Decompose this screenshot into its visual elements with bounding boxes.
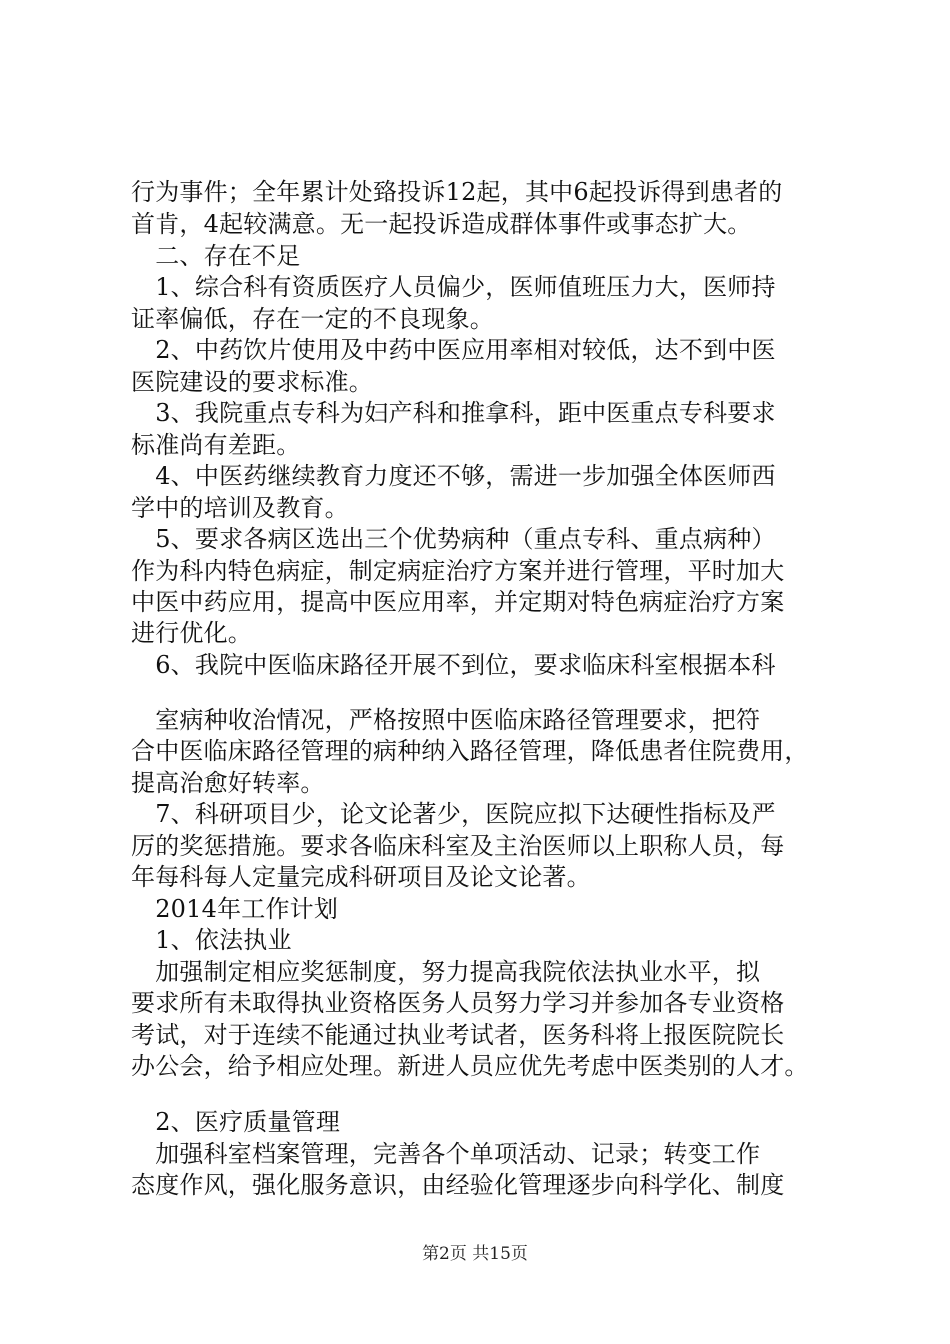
text-line: 合中医临床路径管理的病种纳入路径管理，降低患者住院费用， xyxy=(131,737,809,765)
text-line: 3、我院重点专科为妇产科和推拿科，距中医重点专科要求 xyxy=(131,399,776,427)
text-line: 作为科内特色病症，制定病症治疗方案并进行管理，平时加大 xyxy=(131,557,785,585)
text-line: 首肯，4起较满意。无一起投诉造成群体事件或事态扩大。 xyxy=(131,210,752,238)
text-line: 办公会，给予相应处理。新进人员应优先考虑中医类别的人才。 xyxy=(131,1052,809,1080)
text-line: 年每科每人定量完成科研项目及论文论著。 xyxy=(131,863,591,891)
text-line: 1、综合科有资质医疗人员偏少，医师值班压力大，医师持 xyxy=(131,273,776,301)
section-heading: 2014年工作计划 xyxy=(131,895,339,923)
text-line: 7、科研项目少，论文论著少，医院应拟下达硬性指标及严 xyxy=(131,800,776,828)
text-line: 加强科室档案管理，完善各个单项活动、记录；转变工作 xyxy=(131,1140,761,1168)
section-heading: 2、医疗质量管理 xyxy=(131,1108,341,1136)
text-line: 医院建设的要求标准。 xyxy=(131,368,373,396)
text-line: 要求所有未取得执业资格医务人员努力学习并参加各专业资格 xyxy=(131,989,785,1017)
text-line: 厉的奖惩措施。要求各临床科室及主治医师以上职称人员，每 xyxy=(131,832,785,860)
text-line: 中医中药应用，提高中医应用率，并定期对特色病症治疗方案 xyxy=(131,588,785,616)
text-line: 证率偏低，存在一定的不良现象。 xyxy=(131,305,494,333)
text-line: 6、我院中医临床路径开展不到位，要求临床科室根据本科 xyxy=(131,651,776,679)
text-line: 态度作风，强化服务意识，由经验化管理逐步向科学化、制度 xyxy=(131,1171,785,1199)
text-line: 2、中药饮片使用及中药中医应用率相对较低，达不到中医 xyxy=(131,336,776,364)
text-line: 5、要求各病区选出三个优势病种（重点专科、重点病种） xyxy=(131,525,776,553)
text-line: 学中的培训及教育。 xyxy=(131,494,349,522)
page-number-footer: 第2页 共15页 xyxy=(422,1244,528,1264)
text-line: 考试，对于连续不能通过执业考试者，医务科将上报医院院长 xyxy=(131,1021,785,1049)
section-heading: 1、依法执业 xyxy=(131,926,292,954)
text-line: 4、中医药继续教育力度还不够，需进一步加强全体医师西 xyxy=(131,462,776,490)
text-line: 加强制定相应奖惩制度，努力提高我院依法执业水平，拟 xyxy=(131,958,761,986)
text-line: 行为事件；全年累计处臵投诉12起，其中6起投诉得到患者的 xyxy=(131,178,783,206)
text-line: 进行优化。 xyxy=(131,619,252,647)
text-line: 提高治愈好转率。 xyxy=(131,769,325,797)
text-line: 室病种收治情况，严格按照中医临床路径管理要求，把符 xyxy=(131,706,761,734)
section-heading: 二、存在不足 xyxy=(131,242,301,270)
text-line: 标准尚有差距。 xyxy=(131,431,301,459)
